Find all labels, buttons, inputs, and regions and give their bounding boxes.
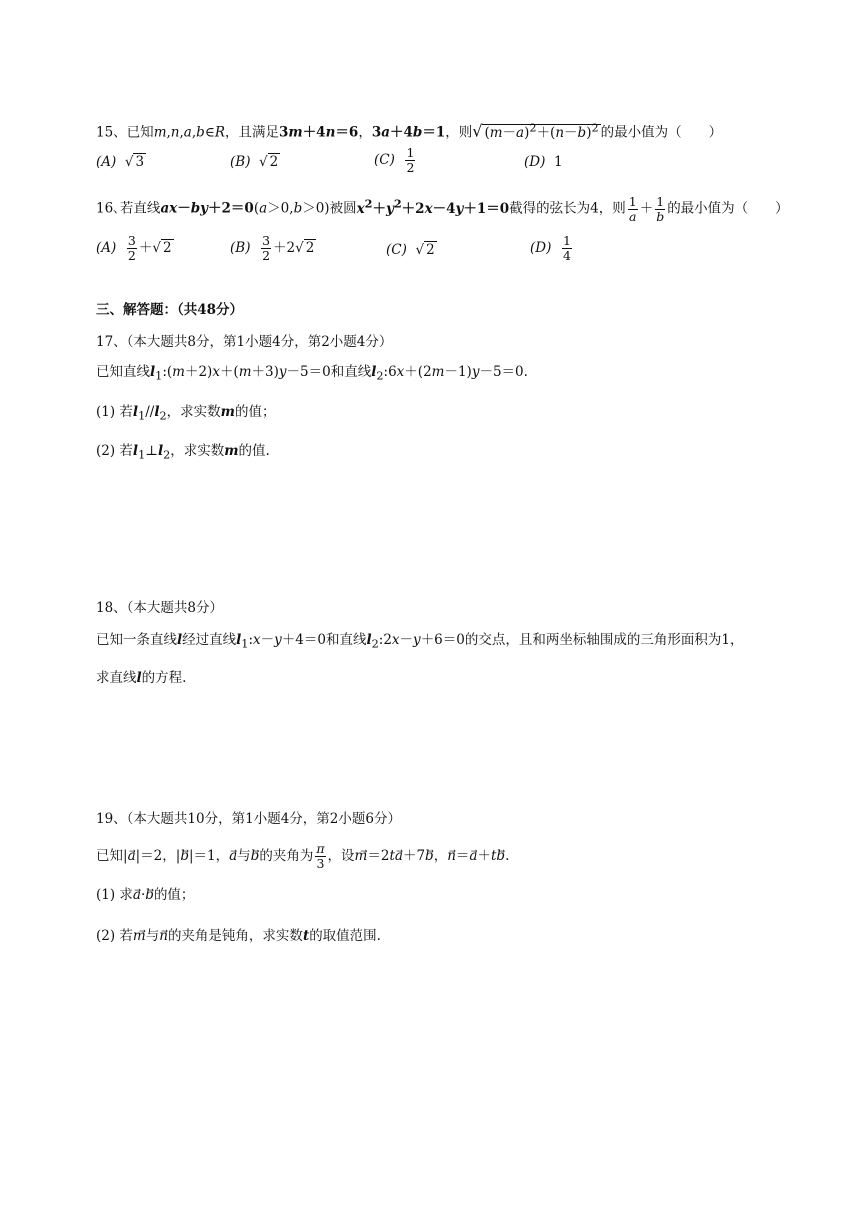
q16-stem: 16､若直线ax－by＋2＝0(a＞0,b＞0)被圆$x^2+y^2+2x-4y+1=0$截得的弦长为4，则 $\frac{1}{a}$ ＋ $\frac{1}{b}$ 的最小值为（ ）	[96, 193, 789, 224]
q18-header: 18、（本大题共8分）	[96, 600, 224, 616]
q16-option-c: (C) √ 2	[386, 242, 435, 258]
q15-stem: 15、已知m,n,a,b∈R，且满足3m＋4n＝6，3a＋4b＝1，则√ $(m-a)^2+(n-b)^2$ 的最小值为（ ）	[96, 121, 723, 141]
q15-option-d: (D) 1	[524, 154, 563, 170]
q19-header: 19、（本大题共10分，第1小题4分，第2小题6分）	[96, 811, 401, 827]
q16-option-b: (B) $\frac{3}{2}$ ＋2√ 2	[230, 233, 315, 263]
q18-body-line2: 求直线l的方程.	[96, 670, 187, 686]
q15-option-c: (C) $\frac{1}{2}$	[374, 145, 415, 175]
q17-body: 已知直线$l_1:(m+2)x+(m+3)y-5=0$和直线$l_2:6x+(2m-1)y-5=0$.	[96, 364, 528, 383]
section-heading: 三、解答题：（共48分）	[96, 302, 244, 318]
q18-body-line1: 已知一条直线l经过直线$l_1:x-y+4=0$和直线$l_2:2x-y+6=0$的交点，且和两坐标轴围成的三角形面积为1，	[96, 632, 744, 651]
q15-option-b: (B) √ 2	[230, 154, 279, 170]
q17-part2: (2) 若$l_1\perp l_2$，求实数m的值.	[96, 443, 270, 462]
q16-option-d: (D) $\frac{1}{4}$	[530, 233, 571, 263]
q15-option-a: (A) √ 3	[96, 154, 145, 170]
q19-part2: (2) 若m⃗与n⃗的夹角是钝角，求实数t的取值范围.	[96, 928, 381, 944]
q19-part1: (1) 求a⃗·b⃗的值；	[96, 887, 195, 903]
q17-part1: (1) 若$l_1//l_2$，求实数m的值；	[96, 404, 276, 423]
q19-body: 已知|a⃗|＝2，|b⃗|＝1，a⃗与b⃗的夹角为 $\frac{\pi}{3}$ ，设m⃗＝2ta⃗＋7b⃗，n⃗＝a⃗＋tb⃗.	[96, 841, 510, 871]
q17-header: 17、（本大题共8分，第1小题4分，第2小题4分）	[96, 334, 393, 350]
q16-option-a: (A) $\frac{3}{2}$ ＋√ 2	[96, 233, 172, 263]
